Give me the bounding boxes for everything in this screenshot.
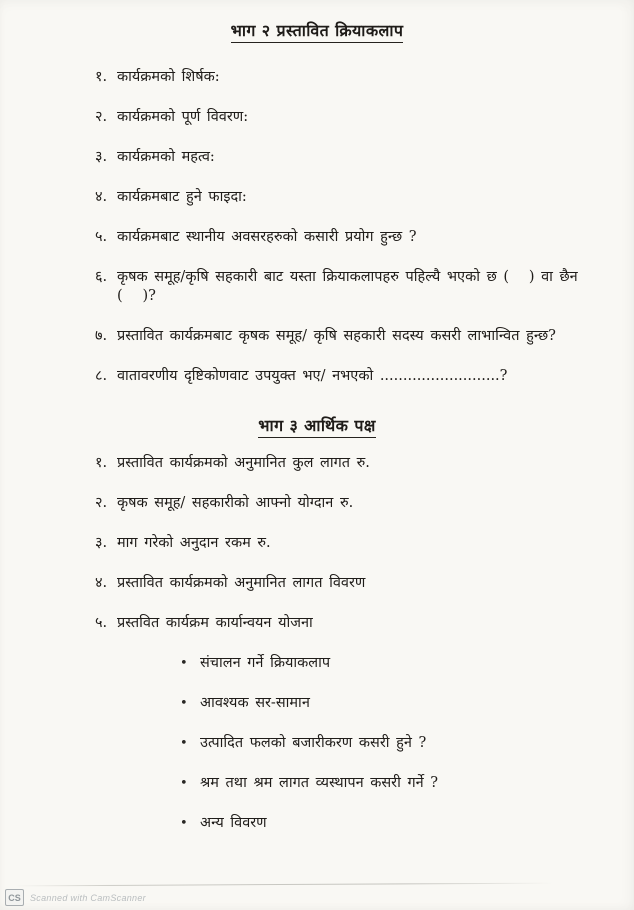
bullet-icon: • xyxy=(180,736,188,751)
question-item xyxy=(95,534,614,553)
item-number: ७. xyxy=(95,328,108,344)
bullet-text: अन्य विवरण xyxy=(200,815,267,831)
question-item xyxy=(95,574,614,593)
bullet-item xyxy=(180,734,614,753)
bullet-text: उत्पादित फलको बजारीकरण कसरी हुने ? xyxy=(200,735,427,751)
item-number: ५. xyxy=(95,229,108,245)
question-item xyxy=(95,148,614,167)
question-item xyxy=(95,268,614,306)
item-text: कार्यक्रमको महत्व: xyxy=(117,149,215,165)
bullet-text: आवश्यक सर-सामान xyxy=(200,695,310,711)
watermark-text: Scanned with CamScanner xyxy=(30,892,146,903)
item-number: ८. xyxy=(95,368,108,384)
item-text: कृषक समूह/कृषि सहकारी बाट यस्ता क्रियाकलापहरु पहिल्यै भएको छ ( ) वा छैन ( )? xyxy=(117,269,578,304)
item-number: ३. xyxy=(95,149,108,165)
section-2-question-list xyxy=(0,68,634,386)
item-number: १. xyxy=(95,69,108,85)
paper-bottom-edge xyxy=(14,883,554,887)
item-text: कार्यक्रमको पूर्ण विवरण: xyxy=(117,109,249,125)
bullet-icon: • xyxy=(180,696,188,711)
bullet-item xyxy=(180,654,614,673)
item-text: वातावरणीय दृष्टिकोणवाट उपयुक्त भए/ नभएको ..........................? xyxy=(117,368,508,384)
item-text: माग गरेको अनुदान रकम रु. xyxy=(117,535,271,551)
section-3-bullet-list xyxy=(0,654,634,833)
item-number: २. xyxy=(95,109,108,125)
item-text: प्रस्तावित कार्यक्रमको अनुमानित लागत विवरण xyxy=(117,575,366,591)
question-item xyxy=(95,454,614,473)
question-item xyxy=(95,68,614,87)
item-number: ५. xyxy=(95,615,108,631)
question-item xyxy=(95,327,614,346)
item-number: २. xyxy=(95,495,108,511)
question-item xyxy=(95,614,614,633)
item-text: प्रस्तावित कार्यक्रमको अनुमानित कुल लागत रु. xyxy=(117,455,370,471)
item-text: कृषक समूह/ सहकारीको आफ्नो योग्दान रु. xyxy=(117,495,354,511)
section-2-title-text: भाग २ प्रस्तावित क्रियाकलाप xyxy=(231,21,404,43)
item-text: कार्यक्रमबाट स्थानीय अवसरहरुको कसारी प्रयोग हुन्छ ? xyxy=(117,229,417,245)
section-3-question-list xyxy=(0,454,634,633)
item-text: प्रस्तावित कार्यक्रमबाट कृषक समूह/ कृषि सहकारी सदस्य कसरी लाभान्वित हुन्छ? xyxy=(117,328,556,344)
bullet-text: श्रम तथा श्रम लागत व्यस्थापन कसरी गर्ने ? xyxy=(200,775,439,791)
question-item xyxy=(95,228,614,247)
item-number: ६. xyxy=(95,269,108,285)
section-3-title xyxy=(0,416,634,436)
section-3-title-text: भाग ३ आर्थिक पक्ष xyxy=(258,416,375,438)
item-number: ४. xyxy=(95,189,108,205)
question-item xyxy=(95,494,614,513)
bullet-icon: • xyxy=(180,816,188,831)
section-2-title xyxy=(0,21,634,41)
item-text: कार्यक्रमको शिर्षक: xyxy=(117,69,220,85)
camscanner-watermark xyxy=(5,889,146,906)
item-text: कार्यक्रमबाट हुने फाइदा: xyxy=(117,189,247,205)
question-item xyxy=(95,188,614,207)
bullet-item xyxy=(180,814,614,833)
item-text: प्रस्तवित कार्यक्रम कार्यान्वयन योजना xyxy=(117,615,313,631)
item-number: ३. xyxy=(95,535,108,551)
item-number: १. xyxy=(95,455,108,471)
bullet-item xyxy=(180,694,614,713)
bullet-text: संचालन गर्ने क्रियाकलाप xyxy=(200,655,331,671)
bullet-icon: • xyxy=(180,776,188,791)
question-item xyxy=(95,367,614,386)
item-number: ४. xyxy=(95,575,108,591)
question-item xyxy=(95,108,614,127)
bullet-icon: • xyxy=(180,656,188,671)
camscanner-logo-icon: CS xyxy=(5,889,24,906)
bullet-item xyxy=(180,774,614,793)
